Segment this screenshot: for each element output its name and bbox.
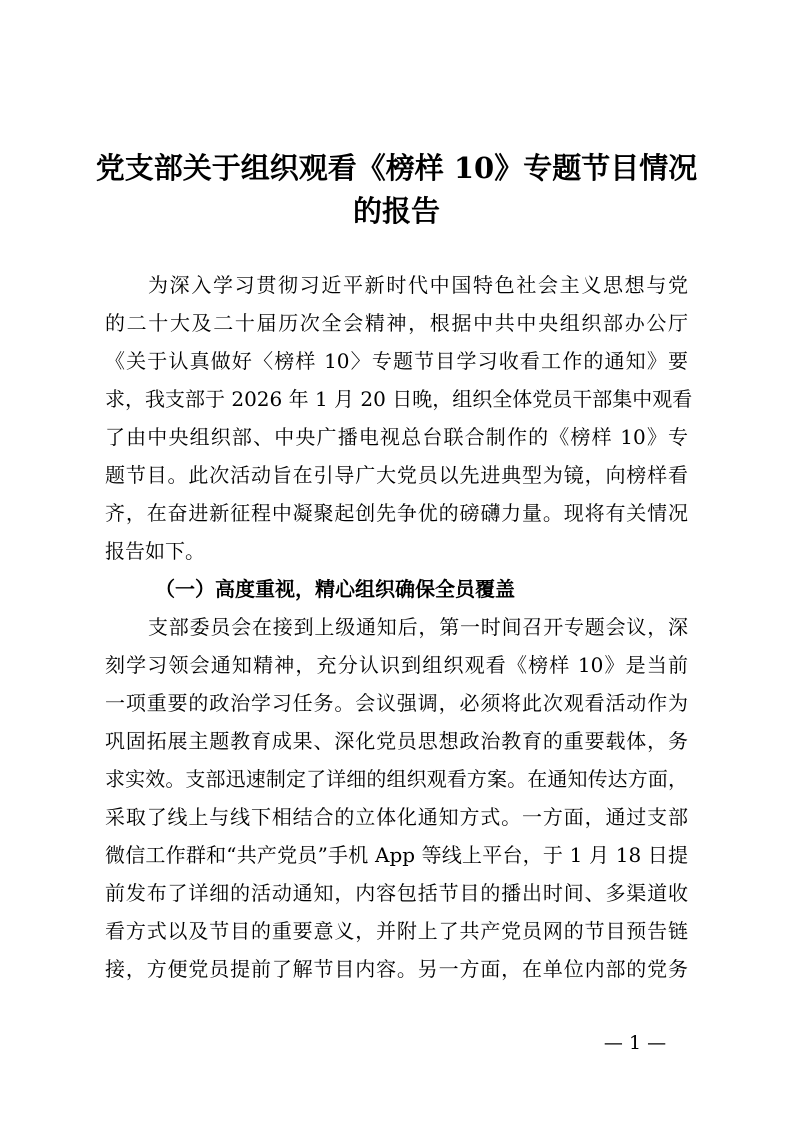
paragraph-line: 为深入学习贯彻习近平新时代中国特色社会主义思想与党 xyxy=(148,273,688,297)
paragraph-line: 看方式以及节目的重要意义，并附上了共产党员网的节目预告链 xyxy=(105,919,688,943)
paragraph-line: 一项重要的政治学习任务。会议强调，必须将此次观看活动作为 xyxy=(105,691,688,715)
paragraph-line: 前发布了详细的活动通知，内容包括节目的播出时间、多渠道收 xyxy=(105,881,688,905)
paragraph-line: 的二十大及二十届历次全会精神，根据中共中央组织部办公厅 xyxy=(105,311,688,335)
page-number: — 1 — xyxy=(603,1032,667,1054)
paragraph-line: 齐，在奋进新征程中凝聚起创先争优的磅礴力量。现将有关情况 xyxy=(105,501,688,525)
paragraph-line: 报告如下。 xyxy=(105,539,205,563)
paragraph-line: 采取了线上与线下相结合的立体化通知方式。一方面，通过支部 xyxy=(105,805,688,829)
paragraph-line: 题节目。此次活动旨在引导广大党员以先进典型为镜，向榜样看 xyxy=(105,463,688,487)
paragraph-line: 接，方便党员提前了解节目内容。另一方面，在单位内部的党务 xyxy=(105,957,688,981)
document-title-line-1: 党支部关于组织观看《榜样 10》专题节目情况 xyxy=(95,151,698,185)
section-heading: （一）高度重视，精心组织确保全员覆盖 xyxy=(155,577,515,601)
paragraph-line: 求，我支部于 2026 年 1 月 20 日晚，组织全体党员干部集中观看 xyxy=(105,387,693,411)
paragraph-line: 支部委员会在接到上级通知后，第一时间召开专题会议，深 xyxy=(148,615,688,639)
paragraph-line: 微信工作群和“共产党员”手机 App 等线上平台，于 1 月 18 日提 xyxy=(105,843,688,867)
paragraph-line: 巩固拓展主题教育成果、深化党员思想政治教育的重要载体，务 xyxy=(105,729,688,753)
paragraph-line: 了由中央组织部、中央广播电视总台联合制作的《榜样 10》专 xyxy=(105,425,688,449)
paragraph-line: 求实效。支部迅速制定了详细的组织观看方案。在通知传达方面， xyxy=(105,767,688,791)
document-title-line-2: 的报告 xyxy=(352,194,440,228)
paragraph-line: 《关于认真做好〈榜样 10〉专题节目学习收看工作的通知》要 xyxy=(105,349,688,373)
paragraph-line: 刻学习领会通知精神，充分认识到组织观看《榜样 10》是当前 xyxy=(105,653,688,677)
